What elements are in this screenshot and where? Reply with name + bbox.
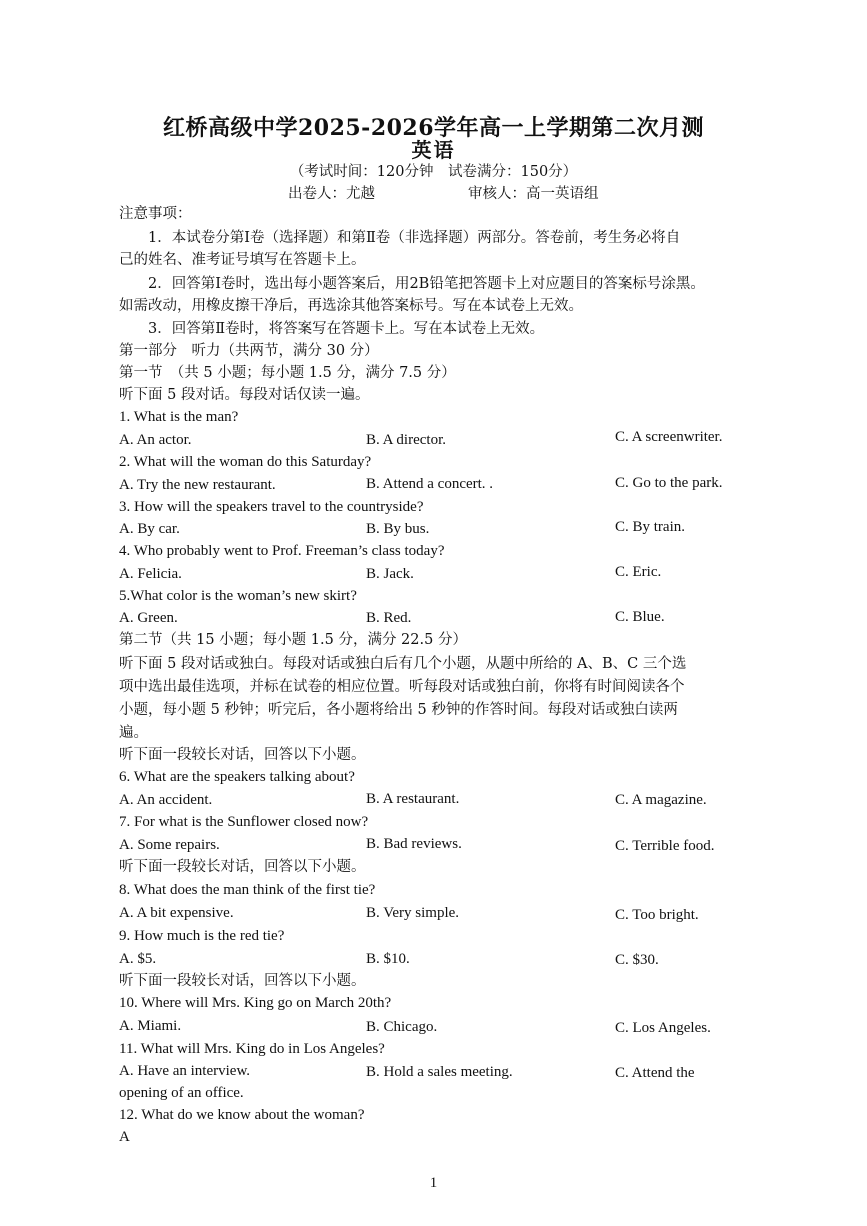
question-5: 5.What color is the woman’s new skirt? xyxy=(119,588,357,604)
section2-instruction-2: 项中选出最佳选项，并标在试卷的相应位置。听每段对话或独白前，你将有时间阅读各个 xyxy=(119,679,685,695)
question-4: 4. Who probably went to Prof. Freeman’s class today? xyxy=(119,543,445,559)
q6-option-c: C. A magazine. xyxy=(615,792,707,808)
q3-option-c: C. By train. xyxy=(615,519,685,535)
q1-option-c: C. A screenwriter. xyxy=(615,429,723,445)
q8-option-c: C. Too bright. xyxy=(615,907,699,923)
q1-option-b: B. A director. xyxy=(366,432,446,448)
q11-option-c: C. Attend the xyxy=(615,1065,695,1081)
q9-option-a: A. $5. xyxy=(119,951,157,967)
q5-option-a: A. Green. xyxy=(119,610,178,626)
question-1: 1. What is the man? xyxy=(119,409,239,425)
q4-option-a: A. Felicia. xyxy=(119,566,182,582)
q8-option-b: B. Very simple. xyxy=(366,905,460,921)
question-7: 7. For what is the Sunflower closed now? xyxy=(119,814,369,830)
q2-option-a: A. Try the new restaurant. xyxy=(119,477,276,493)
notes-heading: 注意事项： xyxy=(119,206,192,222)
note-item-1: 1．本试卷分第Ⅰ卷（选择题）和第Ⅱ卷（非选择题）两部分。答卷前，考生务必将自 xyxy=(148,230,681,246)
question-10: 10. Where will Mrs. King go on March 20th? xyxy=(119,995,392,1011)
q2-option-c: C. Go to the park. xyxy=(615,475,723,491)
q11-option-b: B. Hold a sales meeting. xyxy=(366,1064,513,1080)
section2-instruction-3: 小题，每小题 5 秒钟；听完后，各小题将给出 5 秒钟的作答时间。每段对话或独白读两 xyxy=(119,702,678,718)
section2-heading: 第二节（共 15 小题；每小题 1.5 分，满分 22.5 分） xyxy=(119,632,467,648)
q7-option-b: B. Bad reviews. xyxy=(366,836,462,852)
q2-option-b: B. Attend a concert. . xyxy=(366,476,494,492)
part1-heading: 第一部分 听力（共两节，满分 30 分） xyxy=(119,343,379,359)
question-2: 2. What will the woman do this Saturday? xyxy=(119,454,372,470)
long-dialogue-prompt-2: 听下面一段较长对话，回答以下小题。 xyxy=(119,859,366,875)
exam-setter: 出卷人：尤越 xyxy=(288,186,375,202)
q3-option-a: A. By car. xyxy=(119,521,180,537)
question-3: 3. How will the speakers travel to the countryside? xyxy=(119,499,424,515)
q1-option-a: A. An actor. xyxy=(119,432,192,448)
q10-option-c: C. Los Angeles. xyxy=(615,1020,711,1036)
q3-option-b: B. By bus. xyxy=(366,521,430,537)
page-number: 1 xyxy=(429,1175,438,1191)
q7-option-c: C. Terrible food. xyxy=(615,838,715,854)
question-12: 12. What do we know about the woman? xyxy=(119,1107,365,1123)
section1-heading: 第一节 （共 5 小题；每小题 1.5 分，满分 7.5 分） xyxy=(119,365,456,381)
long-dialogue-prompt-1: 听下面一段较长对话，回答以下小题。 xyxy=(119,747,366,763)
question-8: 8. What does the man think of the first tie? xyxy=(119,882,376,898)
section1-instruction: 听下面 5 段对话。每段对话仅读一遍。 xyxy=(119,387,370,403)
section2-instruction-1: 听下面 5 段对话或独白。每段对话或独白后有几个小题，从题中所给的 A、B、C 三个选 xyxy=(119,656,687,672)
long-dialogue-prompt-3: 听下面一段较长对话，回答以下小题。 xyxy=(119,973,366,989)
exam-reviewer: 审核人：高一英语组 xyxy=(468,186,599,202)
note-item-1-cont: 己的姓名、准考证号填写在答题卡上。 xyxy=(119,252,366,268)
q10-option-b: B. Chicago. xyxy=(366,1019,438,1035)
note-item-3: 3．回答第Ⅱ卷时，将答案写在答题卡上。写在本试卷上无效。 xyxy=(148,321,545,337)
q6-option-b: B. A restaurant. xyxy=(366,791,460,807)
question-11: 11. What will Mrs. King do in Los Angeles? xyxy=(119,1041,385,1057)
note-item-2: 2．回答第Ⅰ卷时，选出每小题答案后，用2B铅笔把答题卡上对应题目的答案标号涂黑。 xyxy=(148,276,705,292)
question-6: 6. What are the speakers talking about? xyxy=(119,769,355,785)
exam-subject: 英语 xyxy=(411,138,456,162)
exam-title: 红桥高级中学2025-2026学年高一上学期第二次月测 xyxy=(162,115,705,141)
q11-option-c-cont: opening of an office. xyxy=(119,1085,244,1101)
exam-info: （考试时间：120分钟 试卷满分：150分） xyxy=(289,164,578,180)
q4-option-c: C. Eric. xyxy=(615,564,662,580)
q6-option-a: A. An accident. xyxy=(119,792,213,808)
q12-option-a: A xyxy=(119,1129,130,1145)
note-item-2-cont: 如需改动，用橡皮擦干净后，再选涂其他答案标号。写在本试卷上无效。 xyxy=(119,298,583,314)
q5-option-b: B. Red. xyxy=(366,610,412,626)
q10-option-a: A. Miami. xyxy=(119,1018,182,1034)
question-9: 9. How much is the red tie? xyxy=(119,928,285,944)
q5-option-c: C. Blue. xyxy=(615,609,665,625)
q8-option-a: A. A bit expensive. xyxy=(119,905,234,921)
q4-option-b: B. Jack. xyxy=(366,566,414,582)
q11-option-a: A. Have an interview. xyxy=(119,1063,251,1079)
q9-option-c: C. $30. xyxy=(615,952,659,968)
q7-option-a: A. Some repairs. xyxy=(119,837,220,853)
q9-option-b: B. $10. xyxy=(366,951,410,967)
section2-instruction-4: 遍。 xyxy=(119,725,148,741)
